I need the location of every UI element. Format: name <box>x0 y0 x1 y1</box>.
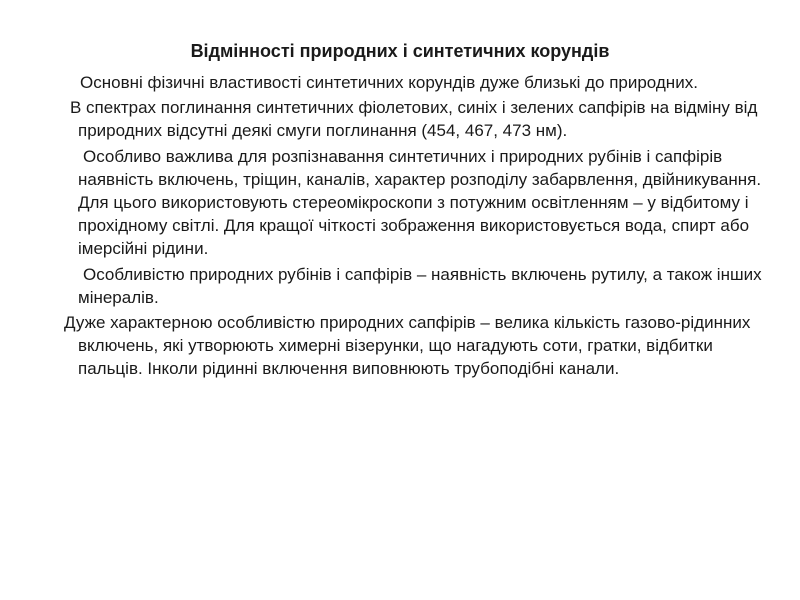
paragraph-rutile-inclusions: Особливістю природних рубінів і сапфірів – наявність включень рутилу, а також інших мінералів. <box>78 264 762 307</box>
slide-title: Відмінності природних і синтетичних корундів <box>190 41 610 61</box>
paragraph-inclusions: Особливо важлива для розпізнавання синтетичних і природних рубінів і сапфірів наявність включень, тріщин, каналів, характер розподілу забарвлення, двійникування. Для цього використовують стереомікроскопи з потужним освітленням – у відбитому і прохідному світлі. Для кращої чіткості зображення використовується вода, спирт або імерсійні рідини. <box>78 146 762 259</box>
slide-body <box>64 71 768 383</box>
paragraph-gas-liquid-inclusions: Дуже характерною особливістю природних сапфірів – велика кількість газово-рідинних включень, які утворюють химерні візерунки, що нагадують соти, гратки, відбитки пальців. Інколи рідинні включення виповнюють трубоподібні канали. <box>64 313 751 379</box>
paragraph-absorption-spectra: В спектрах поглинання синтетичних фіолетових, синіх і зелених сапфірів на відміну від природних відсутні деякі смуги поглинання (454, 467, 473 нм). <box>70 98 758 141</box>
paragraph-physical-properties: Основні фізичні властивості синтетичних корундів дуже близькі до природних. <box>80 73 698 92</box>
